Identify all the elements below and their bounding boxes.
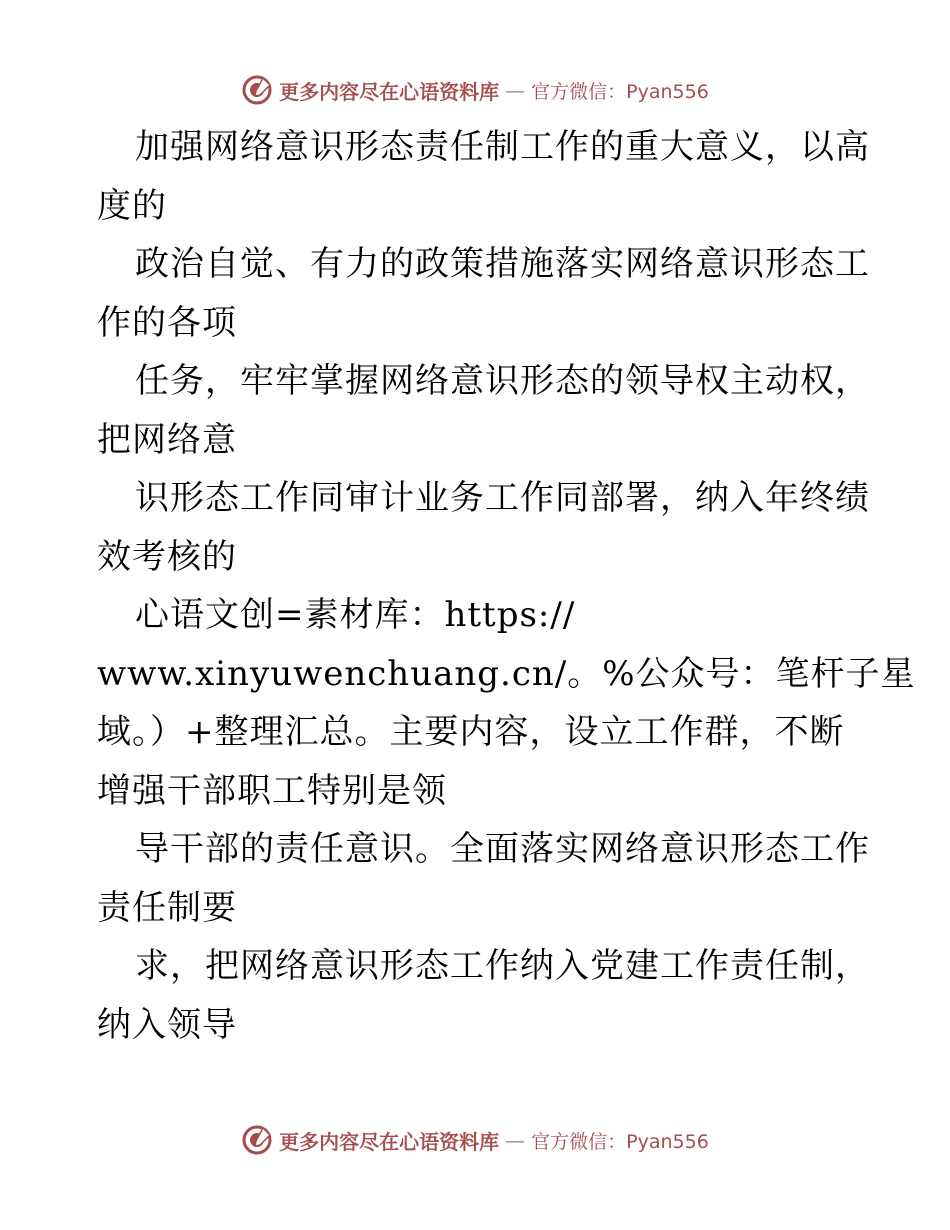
watermark: [241, 74, 709, 106]
watermark-text: 更多内容尽在心语资料库: [279, 1129, 500, 1154]
circular-seal-icon: [241, 1124, 273, 1156]
page-footer-watermark: [0, 1120, 950, 1160]
watermark: [241, 1124, 709, 1156]
body-line: 政治自觉、有力的政策措施落实网络意识形态工: [135, 244, 870, 284]
body-line: 加强网络意识形态责任制工作的重大意义，以高: [135, 127, 870, 167]
watermark-separator: —: [505, 78, 526, 102]
body-line: 域。）+整理汇总。主要内容，设立工作群，不断: [97, 712, 845, 752]
circular-seal-icon: [241, 74, 273, 106]
body-line: 效考核的: [97, 536, 237, 577]
watermark-contact: 官方微信：Pyan556: [531, 80, 709, 103]
document-body: [97, 118, 916, 1054]
body-line: 任务，牢牢掌握网络意识形态的领导权主动权，: [135, 361, 870, 401]
body-line: 作的各项: [97, 302, 237, 343]
body-line: 增强干部职工特别是领: [97, 770, 447, 811]
watermark-contact: 官方微信：Pyan556: [531, 1130, 709, 1153]
body-line-url: www.xinyuwenchuang.cn/。%公众号：笔杆子星: [97, 653, 916, 694]
page-header-watermark: [0, 70, 950, 110]
body-line: 识形态工作同审计业务工作同部署，纳入年终绩: [135, 478, 870, 518]
body-line: 责任制要: [97, 887, 237, 928]
body-line: 求，把网络意识形态工作纳入党建工作责任制，: [135, 946, 870, 986]
body-line: 导干部的责任意识。全面落实网络意识形态工作: [135, 829, 870, 869]
body-line: 度的: [97, 185, 167, 226]
body-line-link: 心语文创=素材库：https://: [135, 595, 576, 635]
watermark-text: 更多内容尽在心语资料库: [279, 79, 500, 104]
body-line: 纳入领导: [97, 1004, 237, 1045]
watermark-separator: —: [505, 1128, 526, 1152]
body-line: 把网络意: [97, 419, 237, 460]
